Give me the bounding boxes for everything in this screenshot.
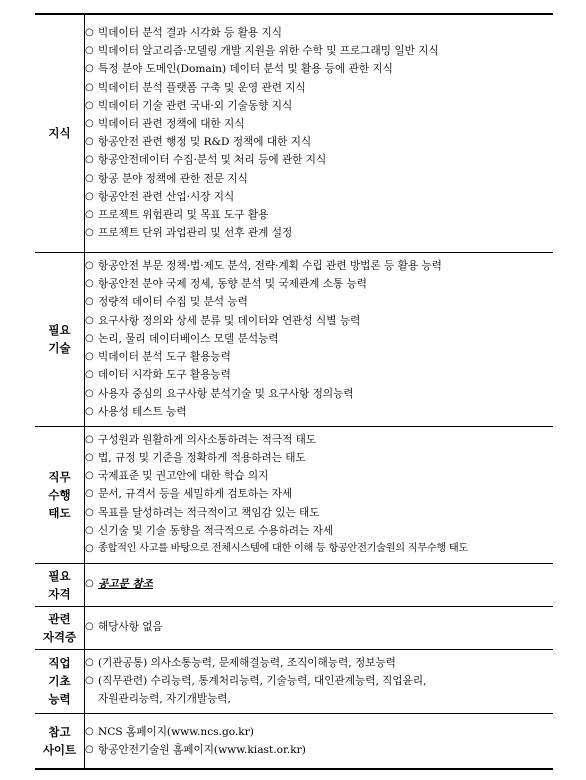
bullet-circle-icon: ○ — [85, 278, 94, 290]
knowledge-header: 지식 — [35, 14, 85, 252]
list-item: ○ 빅데이터 분석 도구 활용능력 — [85, 348, 553, 366]
attitude-row — [35, 426, 553, 563]
bullet-circle-icon: ○ — [85, 27, 94, 39]
kiast-site-link: 항공안전기술원 홈페이지(www.kiast.or.kr) — [98, 743, 306, 756]
ncs-site-link: NCS 홈페이지(www.ncs.go.kr) — [98, 725, 254, 738]
basic-abilities-content — [85, 649, 554, 713]
bullet-circle-icon: ○ — [85, 118, 94, 130]
bullet-circle-icon: ○ — [85, 81, 94, 93]
list-item: ○ 빅데이터 관련 정책에 대한 지식 — [85, 115, 553, 133]
list-item: ○ 사용자 중심의 요구사항 분석기술 및 요구사항 정의능력 — [85, 385, 553, 403]
bullet-circle-icon: ○ — [85, 332, 94, 344]
list-item: ○ 항공 분야 정책에 관한 전문 지식 — [85, 170, 553, 188]
list-item — [85, 723, 553, 741]
list-item: ○ 종합적인 사고를 바탕으로 전체시스템에 대한 이해 등 항공안전기술원의 직무수행 태도 — [85, 540, 553, 558]
certificate-row — [35, 606, 553, 649]
list-item: ○ (직무관련) 수리능력, 통계처리능력, 기술능력, 대인관계능력, 직업윤리, 자원관리능력, 자기개발능력, — [85, 672, 553, 708]
bullet-circle-icon: ○ — [85, 578, 94, 590]
list-item: ○ 법, 규정 및 기준을 정확하게 적용하려는 태도 — [85, 449, 553, 467]
bullet-circle-icon: ○ — [85, 136, 94, 148]
basic-abilities-row — [35, 649, 553, 713]
list-item: ○ 빅데이터 분석 결과 시각화 등 활용 지식 — [85, 24, 553, 42]
knowledge-row — [35, 14, 553, 252]
bullet-circle-icon: ○ — [85, 451, 94, 463]
list-item: ○ 항공안전데이터 수집·분석 및 처리 등에 관한 지식 — [85, 151, 553, 169]
bullet-circle-icon: ○ — [85, 725, 94, 737]
qualification-content — [85, 563, 554, 606]
list-item: ○ 데이터 시각화 도구 활용능력 — [85, 366, 553, 384]
knowledge-content — [85, 14, 554, 252]
bullet-circle-icon: ○ — [85, 190, 94, 202]
qualification-header: 필요 자격 — [35, 563, 85, 606]
list-item: ○ 해당사항 없음 — [85, 618, 553, 636]
list-item: ○ 항공안전 분야 국제 정세, 동향 분석 및 국제관계 소통 능력 — [85, 275, 553, 293]
list-item: ○ (기관공통) 의사소통능력, 문제해결능력, 조직이해능력, 정보능력 — [85, 654, 553, 672]
bullet-circle-icon: ○ — [85, 743, 94, 755]
list-item: ○ 문서, 규격서 등을 세밀하게 검토하는 자세 — [85, 485, 553, 503]
list-item: ○ 사용성 테스트 능력 — [85, 403, 553, 421]
attitude-header: 직무 수행 태도 — [35, 426, 85, 563]
list-item: ○ 특정 분야 도메인(Domain) 데이터 분석 및 활용 등에 관한 지식 — [85, 60, 553, 78]
list-item: ○ 목표를 달성하려는 적극적이고 책임감 있는 태도 — [85, 504, 553, 522]
competency-document — [35, 13, 553, 770]
list-item: ○ 빅데이터 기술 관련 국내·외 기술동향 지식 — [85, 97, 553, 115]
list-item — [85, 575, 553, 593]
list-item: ○ 빅데이터 알고리즘·모델링 개발 지원을 위한 수학 및 프로그래밍 일반 지식 — [85, 42, 553, 60]
list-item: ○ 정량적 데이터 수집 및 분석 능력 — [85, 293, 553, 311]
bullet-circle-icon: ○ — [85, 154, 94, 166]
reference-sites-header: 참고 사이트 — [35, 713, 85, 769]
bullet-circle-icon: ○ — [85, 433, 94, 445]
bullet-circle-icon: ○ — [85, 260, 94, 272]
basic-abilities-header: 직업 기초 능력 — [35, 649, 85, 713]
bullet-circle-icon: ○ — [85, 351, 94, 363]
bullet-circle-icon: ○ — [85, 296, 94, 308]
bullet-circle-icon: ○ — [85, 99, 94, 111]
qualification-row — [35, 563, 553, 606]
skills-content — [85, 252, 554, 426]
list-item: ○ 항공안전 부문 정책·법·제도 분석, 전략·계획 수립 관련 방법론 등 활용 능력 — [85, 257, 553, 275]
bullet-circle-icon: ○ — [85, 405, 94, 417]
list-item — [85, 741, 553, 759]
notice-reference: 공고문 참조 — [98, 578, 153, 591]
bullet-circle-icon: ○ — [85, 656, 94, 668]
reference-sites-row — [35, 713, 553, 769]
bullet-circle-icon: ○ — [85, 314, 94, 326]
list-item: ○ 요구사항 정의와 상세 분류 및 데이터와 연관성 식별 능력 — [85, 312, 553, 330]
bullet-circle-icon: ○ — [85, 506, 94, 518]
list-item: ○ 빅데이터 분석 플랫폼 구축 및 운영 관련 지식 — [85, 79, 553, 97]
attitude-content — [85, 426, 554, 563]
bullet-circle-icon: ○ — [85, 369, 94, 381]
bullet-circle-icon: ○ — [85, 387, 94, 399]
list-item: ○ 항공안전 관련 산업·시장 지식 — [85, 188, 553, 206]
certificate-header: 관련 자격증 — [35, 606, 85, 649]
skills-header: 필요 기술 — [35, 252, 85, 426]
bullet-circle-icon: ○ — [85, 621, 94, 633]
bullet-circle-icon: ○ — [85, 488, 94, 500]
bullet-circle-icon: ○ — [85, 209, 94, 221]
list-item: ○ 국제표준 및 권고안에 대한 학습 의지 — [85, 467, 553, 485]
list-item: ○ 신기술 및 기술 동향을 적극적으로 수용하려는 자세 — [85, 522, 553, 540]
bullet-circle-icon: ○ — [85, 63, 94, 75]
list-item: ○ 프로젝트 위험관리 및 목표 도구 활용 — [85, 206, 553, 224]
list-item: ○ 항공안전 관련 행정 및 R&D 정책에 대한 지식 — [85, 133, 553, 151]
list-item: ○ 프로젝트 단위 과업관리 및 선후 관계 설정 — [85, 224, 553, 242]
certificate-content — [85, 606, 554, 649]
bullet-circle-icon: ○ — [85, 45, 94, 57]
list-item: ○ 구성원과 원활하게 의사소통하려는 적극적 태도 — [85, 431, 553, 449]
bullet-circle-icon: ○ — [85, 543, 94, 554]
bullet-circle-icon: ○ — [85, 470, 94, 482]
reference-sites-content — [85, 713, 554, 769]
competency-table — [35, 13, 553, 770]
list-item: ○ 논리, 물리 데이터베이스 모델 분석능력 — [85, 330, 553, 348]
bullet-circle-icon: ○ — [85, 524, 94, 536]
skills-row — [35, 252, 553, 426]
bullet-circle-icon: ○ — [85, 172, 94, 184]
bullet-circle-icon: ○ — [85, 674, 94, 686]
bullet-circle-icon: ○ — [85, 227, 94, 239]
